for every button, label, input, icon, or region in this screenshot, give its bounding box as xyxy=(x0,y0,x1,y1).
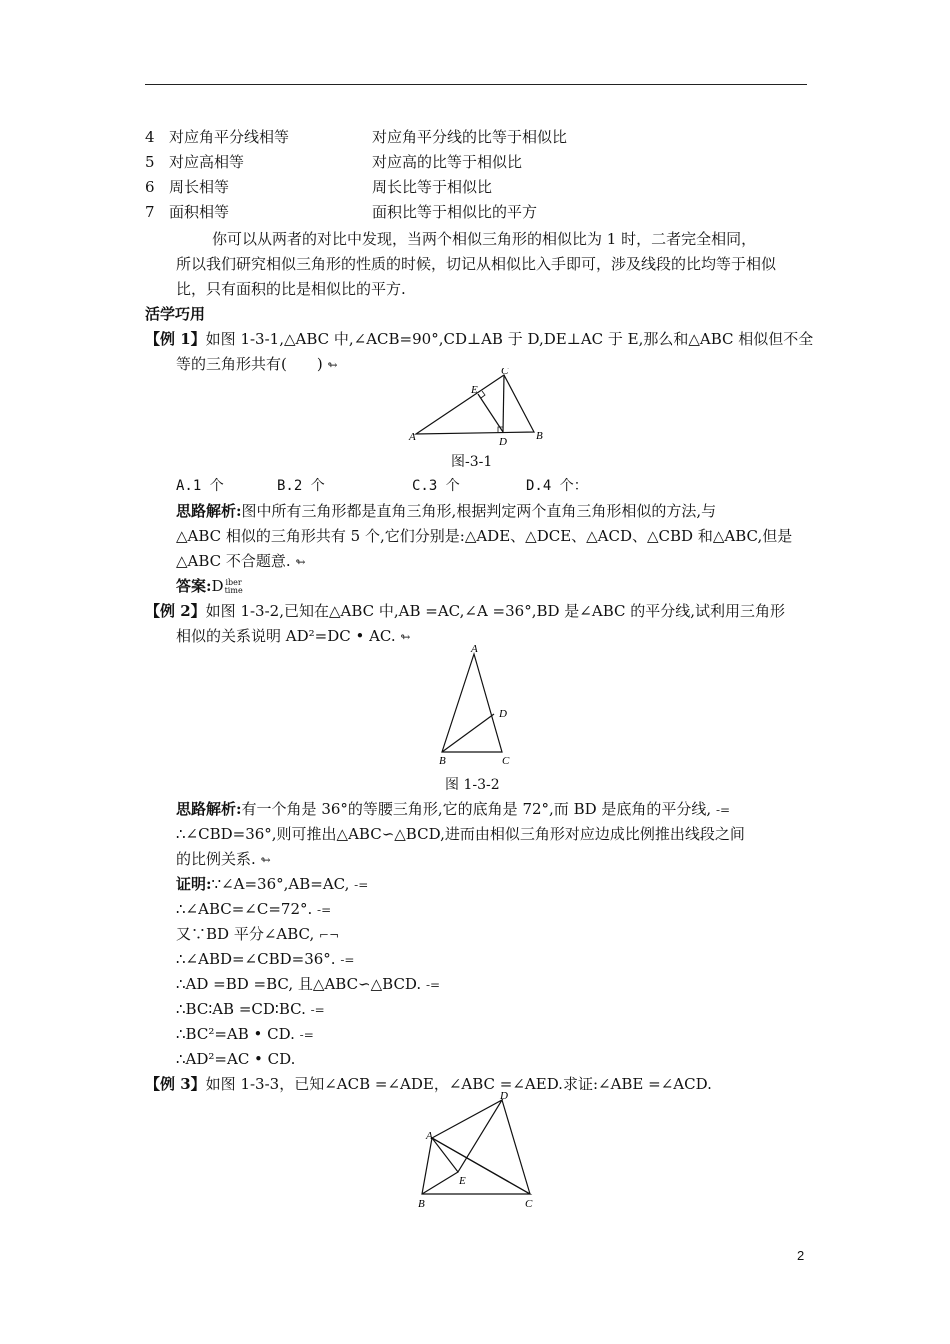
proof-step: ∴AD =BD =BC, 且△ABC∽△BCD. xyxy=(176,975,422,993)
proof-line: ∴AD²=AC • CD. xyxy=(176,1050,296,1068)
row-number: 5 xyxy=(145,153,155,171)
analysis-line xyxy=(176,799,730,820)
answer-value: D xyxy=(211,577,224,595)
example-text: 如图 1-3-3，已知∠ACB =∠ADE，∠ABC =∠AED.求证:∠ABE =∠ACD. xyxy=(205,1075,712,1093)
scribble-mark-icon: -= xyxy=(715,803,731,817)
proof-line xyxy=(176,899,331,920)
scribble-mark-icon: -= xyxy=(310,1003,325,1017)
row-right: 面积比等于相似比的平方 xyxy=(372,203,538,221)
answer-line xyxy=(176,576,243,596)
analysis-line: ∴∠CBD=36°,则可推出△ABC∽△BCD,进而由相似三角形对应边成比例推出线段之间 xyxy=(176,825,745,843)
proof-step: ∴∠ABD=∠CBD=36°. xyxy=(176,950,336,968)
example-2-line xyxy=(176,626,410,647)
analysis-line xyxy=(176,849,271,870)
proof-line xyxy=(176,874,368,895)
scribble-mark-icon: ↬ xyxy=(260,853,271,867)
row-left: 周长相等 xyxy=(169,178,230,196)
triangle-abc xyxy=(442,654,502,752)
table-row xyxy=(145,152,523,172)
analysis-text: △ABC 不合题意. xyxy=(176,552,291,570)
label-d: D xyxy=(500,1090,508,1102)
label-a: A xyxy=(426,1130,433,1142)
scribble-mark-icon: ↬ xyxy=(295,555,306,569)
option-a: A.1 个 xyxy=(176,478,224,494)
label-c: C xyxy=(501,368,509,377)
figure-caption: 图 1-3-2 xyxy=(445,777,500,793)
analysis-label: 思路解析: xyxy=(176,800,242,818)
row-right: 周长比等于相似比 xyxy=(372,178,493,196)
section-title: 活学巧用 xyxy=(145,305,206,323)
example-tag: 【例 2】 xyxy=(145,602,206,620)
analysis-line xyxy=(176,501,716,521)
example-tag: 【例 3】 xyxy=(145,1075,206,1093)
scribble-mark-icon: -= xyxy=(425,978,441,992)
label-c: C xyxy=(502,755,510,767)
example-2-line xyxy=(145,601,785,621)
option-c: C.3 个 xyxy=(412,478,460,494)
proof-line xyxy=(176,924,339,945)
scribble-mark-icon: ↬ xyxy=(400,630,411,644)
option-d: D.4 个： xyxy=(526,478,588,494)
proof-label: 证明: xyxy=(176,875,212,893)
figure-1-3-2 xyxy=(436,642,520,768)
label-c: C xyxy=(525,1198,533,1210)
label-e: E xyxy=(471,384,478,396)
scribble-mark-icon: -= xyxy=(340,953,355,967)
scribble-mark-icon: ⌐¬ xyxy=(319,928,340,942)
row-left: 对应高相等 xyxy=(169,153,245,171)
proof-step: ∴BC²=AB • CD. xyxy=(176,1025,295,1043)
example-text: 等的三角形共有( ) xyxy=(176,355,323,373)
label-a: A xyxy=(409,431,416,443)
label-d: D xyxy=(499,708,507,720)
proof-line xyxy=(176,949,354,970)
table-row xyxy=(145,127,568,147)
scribble-mark-icon: -= xyxy=(317,903,332,917)
label-e: E xyxy=(459,1175,466,1187)
analysis-text: 图中所有三角形都是直角三角形,根据判定两个直角三角形相似的方法,与 xyxy=(241,502,717,520)
label-b: B xyxy=(418,1198,425,1210)
row-number: 6 xyxy=(145,178,155,196)
figure-1-3-1 xyxy=(406,368,546,448)
segment-be xyxy=(422,1172,458,1194)
analysis-label: 思路解析: xyxy=(176,502,242,520)
page-number: 2 xyxy=(797,1248,805,1263)
table-row xyxy=(145,202,538,222)
label-a: A xyxy=(471,643,478,655)
row-right: 对应角平分线的比等于相似比 xyxy=(372,128,568,146)
answer-label: 答案: xyxy=(176,577,212,595)
scribble-mark-icon: -= xyxy=(354,878,369,892)
proof-step: ∵∠A=36°,AB=AC, xyxy=(211,875,350,893)
proof-step: ∴BC∶AB =CD∶BC. xyxy=(176,1000,306,1018)
proof-line xyxy=(176,974,440,995)
segment-bd xyxy=(442,714,494,752)
analysis-line: △ABC 相似的三角形共有 5 个,它们分别是:△ADE、△DCE、△ACD、△CBD 和△ABC,但是 xyxy=(176,527,793,545)
example-1-line xyxy=(176,354,338,375)
table-row xyxy=(145,177,493,197)
segment-cd xyxy=(503,375,504,432)
label-b: B xyxy=(439,755,446,767)
figure-caption: 图-3-1 xyxy=(451,454,493,470)
scribble-mark-icon: -= xyxy=(299,1028,314,1042)
intro-line: 所以我们研究相似三角形的性质的时候，切记从相似比入手即可，涉及线段的比均等于相似 xyxy=(176,255,777,273)
label-b: B xyxy=(536,430,543,442)
row-left: 面积相等 xyxy=(169,203,230,221)
answer-stamp: iber time xyxy=(224,578,243,595)
right-angle-mark xyxy=(481,391,485,398)
proof-step: 又∵BD 平分∠ABC, xyxy=(176,925,315,943)
proof-line xyxy=(176,1024,314,1045)
example-text: 如图 1-3-2,已知在△ABC 中,AB =AC,∠A =36°,BD 是∠ABC 的平分线,试利用三角形 xyxy=(205,602,786,620)
row-left: 对应角平分线相等 xyxy=(169,128,290,146)
triangle-ade xyxy=(432,1100,502,1172)
row-number: 7 xyxy=(145,203,155,221)
intro-line: 比，只有面积的比是相似比的平方. xyxy=(176,280,406,298)
example-1-line xyxy=(145,329,813,349)
analysis-line xyxy=(176,551,306,572)
label-d: D xyxy=(499,436,507,448)
analysis-text: 有一个角是 36°的等腰三角形,它的底角是 72°,而 BD 是底角的平分线, xyxy=(241,800,712,818)
proof-step: ∴∠ABC=∠C=72°. xyxy=(176,900,313,918)
option-b: B.2 个 xyxy=(277,478,325,494)
analysis-text: 的比例关系. xyxy=(176,850,256,868)
example-tag: 【例 1】 xyxy=(145,330,206,348)
header-rule xyxy=(145,84,807,85)
proof-line xyxy=(176,999,325,1020)
row-number: 4 xyxy=(145,128,155,146)
example-text: 如图 1-3-1,△ABC 中,∠ACB=90°,CD⊥AB 于 D,DE⊥AC 于 E,那么和△ABC 相似但不全 xyxy=(205,330,814,348)
intro-line: 你可以从两者的对比中发现，当两个相似三角形的相似比为 1 时，二者完全相同， xyxy=(212,230,757,248)
scribble-mark-icon: ↬ xyxy=(327,358,338,372)
segment-de xyxy=(478,394,503,432)
figure-1-3-3 xyxy=(412,1090,542,1212)
example-text: 相似的关系说明 AD²=DC • AC. xyxy=(176,627,396,645)
row-right: 对应高的比等于相似比 xyxy=(372,153,523,171)
